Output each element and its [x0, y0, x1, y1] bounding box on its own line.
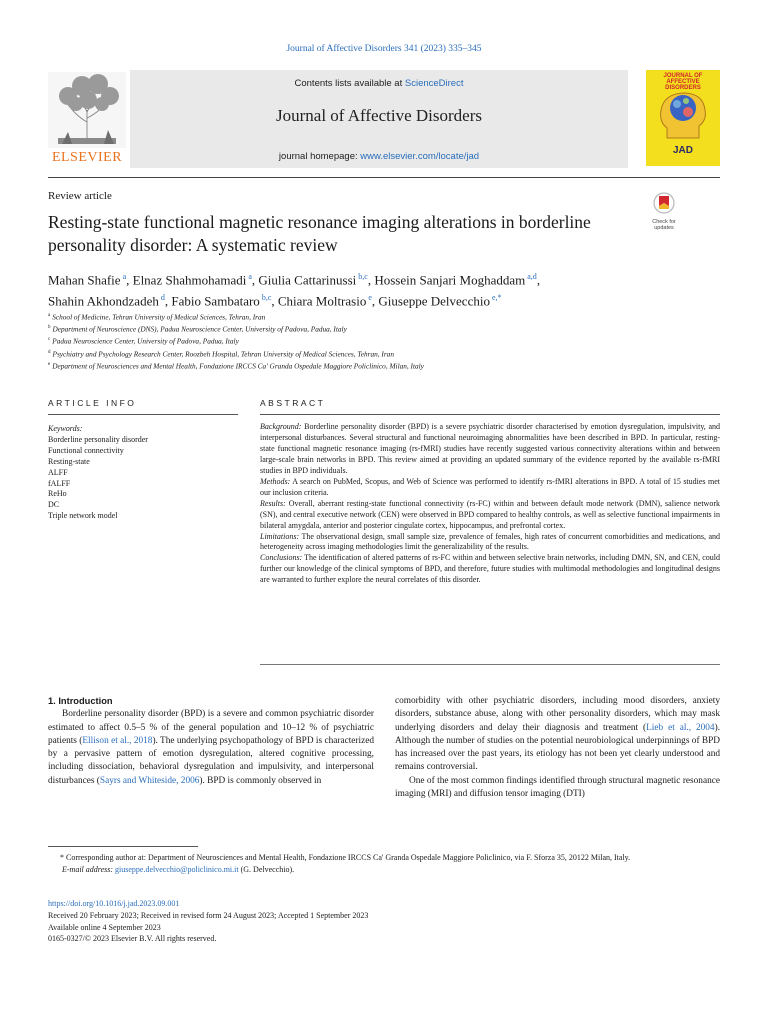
abstract-section-text: The observational design, small sample size, prevalence of females, high rates of concurrent comorbidities and medications, and heterogeneity across imaging methodologies limit the generalizability of the results.	[260, 531, 720, 552]
affiliation-text: Department of Neurosciences and Mental Health, Fondazione IRCCS Ca' Granda Ospedale Maggiore Policlinico, Milan, Italy	[52, 361, 424, 371]
email-link[interactable]: giuseppe.delvecchio@policlinico.mi.it	[115, 865, 239, 874]
keywords-block	[48, 424, 238, 522]
affiliation-item	[48, 348, 668, 360]
homepage-line	[130, 151, 628, 162]
keywords-list	[48, 435, 238, 522]
ref-lieb-2004[interactable]: Lieb et al., 2004	[646, 722, 715, 733]
abstract-section-label: Methods:	[260, 476, 291, 486]
affiliation-mark: b	[48, 325, 51, 331]
abstract-section-text: A search on PubMed, Scopus, and Web of Science was performed to identify rs-fMRI alterations in BPD. A total of 15 studies met our inclusion criteria.	[260, 476, 720, 497]
affiliation-mark: d	[48, 349, 51, 355]
homepage-link[interactable]: www.elsevier.com/locate/jad	[360, 151, 480, 162]
intro-text-2: ). The underlying psychopathology of BPD is characterized by a pervasive pattern of emotion dysregulation, altered cognitive processing, including dissociation, behavioral dysregulation and impulsivity, and interpersonal disturbances (	[48, 735, 374, 786]
affiliation-mark: a	[48, 313, 51, 318]
email-label: E-mail address:	[62, 865, 116, 874]
check-for-updates-badge[interactable]	[646, 192, 682, 231]
author-affiliation-mark[interactable]: b,c	[261, 293, 272, 303]
abstract-section-text: Borderline personality disorder (BPD) is a severe psychiatric disorder characterised by emotion dysregulation, impulsivity, and interpersonal disturbances. Several structural and functional neuroimaging abnormalities have been described in BPD. In particular, resting-state functional magnetic resonance imaging (rs-fMRI) studies have recently suggested various connectivity alterations within and between large-scale brain networks in BPD. This review aimed at providing an updated summary of the evidence reported by the available rs-fMRI studies in BPD individuals.	[260, 422, 720, 475]
brain-head-icon	[655, 88, 711, 142]
affiliation-text: School of Medicine, Tehran University of Medical Sciences, Tehran, Iran	[52, 312, 266, 322]
author-affiliation-mark[interactable]: d	[160, 293, 165, 303]
keyword-item: DC	[48, 500, 60, 510]
author-list: Mahan Shafie $^a$, Elnaz Shahmohamadi $^a$, Giulia Cattarinussi $^{b,c}$, Hossein Sanjari Moghaddam $^{a,d}$, Shahin Akhondzadeh $^d$, Fabio Sambataro $^{b,c}$, Chiara Moltrasio $^e$, Giuseppe Delvecchio $^{e,*}$	[48, 272, 541, 309]
affiliation-text: Padua Neuroscience Center, University of Padova, Padua, Italy	[52, 336, 239, 346]
comorbidity-text-1: comorbidity with other psychiatric disorders, including mood disorders, anxiety disorders, substance abuse, along with other personality disorders, which may mask underlying disorders and delay their diagnosis and treatment (	[395, 696, 720, 733]
article-info-heading: ARTICLE INFO	[48, 398, 137, 408]
ref-ellison-2018[interactable]: Ellison et al., 2018	[82, 735, 153, 746]
abstract-section-label: Background:	[260, 422, 302, 431]
check-for-updates-label: Check for updates	[652, 219, 676, 231]
abstract-section	[260, 422, 720, 477]
affiliation-item	[48, 360, 668, 372]
affiliation-text: Psychiatry and Psychology Research Center, Roozbeh Hospital, Tehran University of Medical Sciences, Tehran, Iran	[52, 349, 394, 359]
comorbidity-paragraph	[395, 695, 720, 775]
journal-citation[interactable]: Journal of Affective Disorders 341 (2023) 335–345	[286, 44, 482, 54]
doi-link[interactable]: https://doi.org/10.1016/j.jad.2023.09.001	[48, 899, 180, 908]
mri-paragraph: One of the most common findings identified through structural magnetic resonance imaging (MRI) and diffusion tensor imaging (DTI)	[395, 775, 720, 800]
keywords-label: Keywords:	[48, 424, 83, 433]
homepage-prefix: journal homepage:	[278, 151, 361, 162]
keyword-item: Functional connectivity	[48, 445, 124, 455]
author-name[interactable]: Giulia Cattarinussi	[258, 272, 357, 288]
contents-prefix: Contents lists available at	[294, 78, 405, 89]
abstract-section-label: Limitations:	[260, 531, 300, 541]
journal-cover[interactable]	[646, 70, 720, 166]
affiliation-list	[48, 311, 668, 372]
footnotes	[48, 852, 720, 876]
affiliation-text: Department of Neuroscience (DNS), Padua Neuroscience Center, University of Padova, Padua, Italy	[52, 324, 347, 334]
affiliation-item	[48, 323, 668, 335]
abstract-bottom-rule	[260, 664, 720, 665]
author-name[interactable]: Hossein Sanjari Moghaddam	[374, 272, 526, 288]
author-affiliation-mark[interactable]: a	[122, 272, 127, 281]
author-name[interactable]: Mahan Shafie	[48, 272, 121, 288]
abstract-heading: ABSTRACT	[260, 398, 326, 408]
article-info-rule	[48, 414, 238, 415]
author-name[interactable]: Giuseppe Delvecchio	[378, 293, 490, 309]
intro-paragraph	[48, 708, 374, 788]
affiliation-item	[48, 311, 668, 323]
cover-title: JOURNAL OF AFFECTIVE DISORDERS	[663, 73, 703, 91]
affiliation-mark: e	[48, 361, 51, 367]
abstract-section-label: Conclusions:	[260, 553, 303, 563]
keyword-item: Resting-state	[48, 456, 90, 466]
elsevier-tree-icon	[48, 72, 126, 148]
author-affiliation-mark[interactable]: e	[368, 293, 372, 303]
copyright-line: 0165-0327/© 2023 Elsevier B.V. All rights reserved.	[48, 934, 217, 944]
comorbidity-text-2: ). Although the number of studies on the potential neurobiological underpinnings of BPD has increased over the past years, its etiology has not been yet clearly understood and remains controversial.	[395, 722, 721, 773]
abstract-section	[260, 477, 720, 499]
abstract-rule	[260, 414, 720, 415]
elsevier-logo[interactable]	[48, 72, 126, 166]
abstract-section-text: Overall, aberrant resting-state functional connectivity (rs-FC) within and between default mode network (DMN), salience network (SN), and central executive network (CEN) were observed in BPD compared to healthy controls, as well as selective functional impairments in bilateral amygdala, anterior and posterior cingulate cortex, hippocampus, and prefrontal cortex.	[260, 498, 720, 530]
article-type: Review article	[48, 190, 112, 202]
abstract-section	[260, 553, 720, 586]
author-affiliation-mark[interactable]: a,d	[527, 272, 537, 281]
author-affiliation-mark[interactable]: e,*	[491, 293, 502, 303]
sciencedirect-link[interactable]: ScienceDirect	[404, 78, 464, 89]
affiliation-item	[48, 335, 668, 347]
contents-line	[130, 78, 628, 89]
available-online: Available online 4 September 2023	[48, 922, 161, 932]
keyword-item: ALFF	[48, 467, 68, 477]
abstract-section	[260, 499, 720, 532]
author-affiliation-mark[interactable]: a	[248, 272, 252, 281]
corresponding-author-note: * Corresponding author at: Department of Neurosciences and Mental Health, Fondazione IRCCS Ca' Granda Ospedale Maggiore Policlinico, via F. Sforza 35, 20122 Milan, Italy.	[60, 853, 631, 862]
introduction-heading: 1. Introduction	[48, 696, 113, 706]
author-name[interactable]: Shahin Akhondzadeh	[48, 293, 159, 309]
body-right-column	[395, 695, 720, 801]
header-divider	[48, 177, 720, 178]
abstract-section-text: The identification of altered patterns of rs-FC within and between selective brain networks, including DMN, SN, and CEN, could further our knowledge of the clinical symptoms of BPD, and therefore, future studies with multimodal methodologies and longitudinal designs are warranted to further explore the neural correlates of this disorder.	[260, 553, 720, 585]
intro-text-1: Borderline personality disorder (BPD) is a severe and common psychiatric disorder estimated to affect 0.5–5 % of the general population and 10–12 % of psychiatric patients (	[48, 709, 374, 746]
publication-info	[48, 898, 720, 945]
elsevier-wordmark: ELSEVIER	[51, 150, 123, 165]
author-name[interactable]: Fabio Sambataro	[171, 293, 260, 309]
ref-sayrs-2006[interactable]: Sayrs and Whiteside, 2006	[99, 775, 200, 786]
footnote-rule	[48, 846, 198, 847]
affiliation-mark: c	[48, 337, 51, 343]
intro-text-3: ). BPD is commonly observed in	[199, 775, 322, 786]
keyword-item: Borderline personality disorder	[48, 434, 148, 444]
author-affiliation-mark[interactable]: b,c	[358, 272, 368, 281]
check-for-updates-icon	[651, 192, 677, 214]
cover-code: JAD	[672, 145, 693, 156]
abstract-body	[260, 422, 720, 586]
body-left-column	[48, 695, 374, 788]
journal-name: Journal of Affective Disorders	[276, 106, 482, 125]
abstract-section-label: Results:	[260, 498, 286, 508]
author-name[interactable]: Chiara Moltrasio	[277, 293, 367, 309]
email-line	[48, 864, 720, 876]
email-suffix: (G. Delvecchio).	[238, 865, 295, 874]
abstract-section	[260, 532, 720, 554]
keyword-item: Triple network model	[48, 511, 118, 521]
article-title: Resting-state functional magnetic resonance imaging alterations in borderline personality disorder: A systematic review	[48, 212, 591, 255]
author-name[interactable]: Elnaz Shahmohamadi	[132, 272, 247, 288]
received-dates: Received 20 February 2023; Received in revised form 24 August 2023; Accepted 1 September 2023	[48, 910, 369, 920]
keyword-item: fALFF	[48, 478, 71, 488]
keyword-item: ReHo	[48, 489, 67, 499]
journal-header	[130, 70, 628, 168]
